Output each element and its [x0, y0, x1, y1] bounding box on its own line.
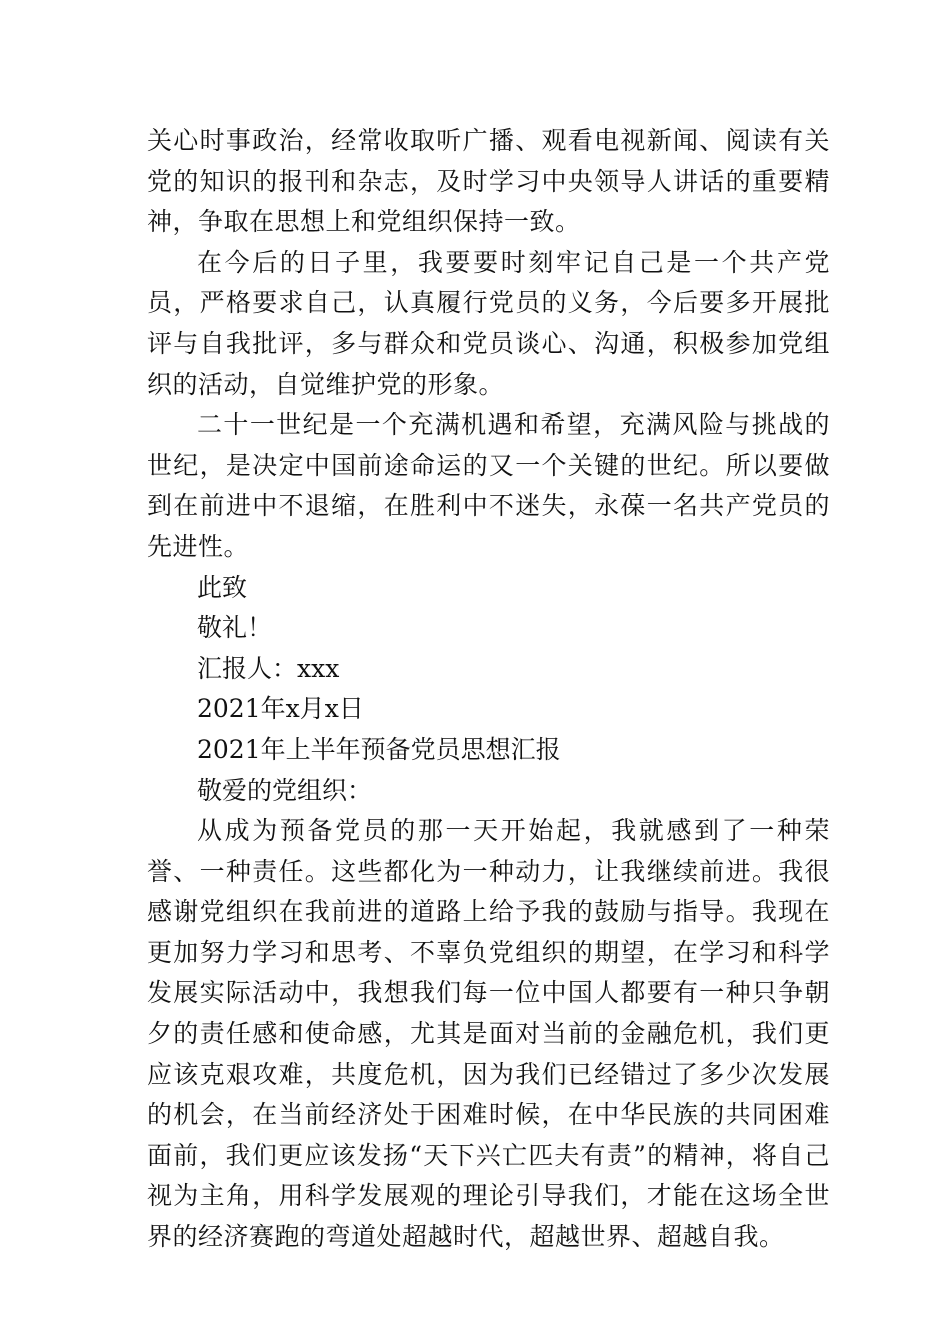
salutation: 敬爱的党组织： [197, 775, 373, 805]
paragraph-future-commitment: 在今后的日子里，我要要时刻牢记自己是一个共产党员，严格要求自己，认真履行党员的义务，今后要多开展批评与自我批评，多与群众和党员谈心、沟通，积极参加党组织的活动，自觉维护党的形象。 [147, 247, 830, 399]
next-report-title: 2021年上半年预备党员思想汇报 [197, 734, 561, 764]
report-date: 2021年x月x日 [197, 694, 364, 724]
salute: 敬礼！ [197, 613, 273, 643]
document-page [147, 121, 830, 1258]
paragraph-continuation: 关心时事政治，经常收取听广播、观看电视新闻、阅读有关党的知识的报刊和杂志，及时学习中央领导人讲话的重要精神，争取在思想上和党组织保持一致。 [147, 126, 830, 237]
paragraph-century: 二十一世纪是一个充满机遇和希望，充满风险与挑战的世纪，是决定中国前途命运的又一个关键的世纪。所以要做到在前进中不退缩，在胜利中不迷失，永葆一名共产党员的先进性。 [147, 410, 830, 561]
reporter-signature: 汇报人：xxx [197, 653, 340, 683]
closing-phrase: 此致 [197, 572, 248, 602]
paragraph-body: 从成为预备党员的那一天开始起，我就感到了一种荣誉、一种责任。这些都化为一种动力，让我继续前进。我很感谢党组织在我前进的道路上给予我的鼓励与指导。我现在更加努力学习和思考、不辜负党组织的期望，在学习和科学发展实际活动中，我想我们每一位中国人都要有一种只争朝夕的责任感和使命感，尤其是面对当前的金融危机，我们更应该克艰攻难，共度危机，因为我们已经错过了多少次发展的机会，在当前经济处于困难时候，在中华民族的共同困难面前，我们更应该发扬“天下兴亡匹夫有责”的精神，将自己视为主角，用科学发展观的理论引导我们，才能在这场全世界的经济赛跑的弯道处超越时代，超越世界、超越自我。 [147, 816, 830, 1252]
